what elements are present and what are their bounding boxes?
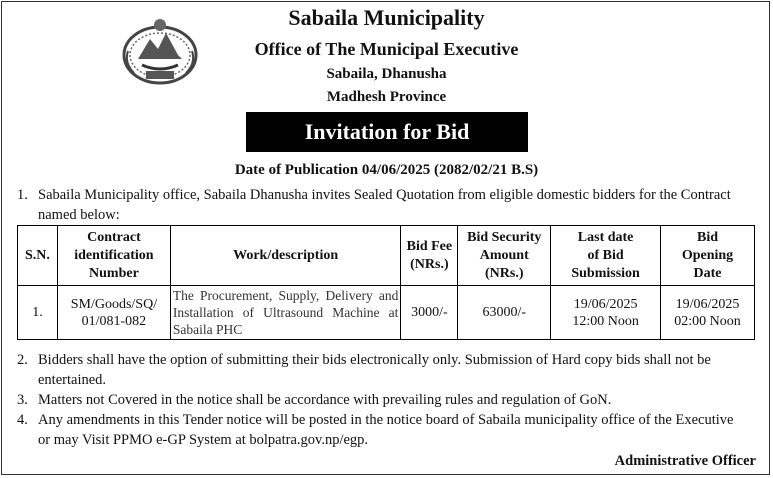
col-header-contract-id: Contract identification Number [57, 226, 170, 286]
table-header-row [18, 226, 755, 286]
item-line: Any amendments in this Tender notice will be posted in the notice board of Sabaila municipality office of the Executive [38, 412, 734, 428]
cell-contract-id: SM/Goods/SQ/ 01/081-082 [57, 286, 170, 340]
col-header-bid-security: Bid Security Amount (NRs.) [458, 226, 551, 286]
item-text [38, 410, 733, 450]
item-line: Sabaila Municipality office, Sabaila Dhanusha invites Sealed Quotation from eligible domestic bidders for the Contract [38, 187, 731, 203]
notice-title: Invitation for Bid [246, 112, 528, 152]
item-text [38, 350, 711, 390]
item-line: Matters not Covered in the notice shall be accordance with prevailing rules and regulation of GoN. [38, 392, 612, 408]
cell-last-date: 19/06/2025 12:00 Noon [551, 286, 661, 340]
item-line: named below: [38, 207, 120, 223]
item-text [38, 390, 611, 410]
col-header-sn: S.N. [18, 226, 58, 286]
province-name: Madhesh Province [326, 89, 447, 105]
col-header-work: Work/description [170, 226, 401, 286]
municipality-name: Sabaila Municipality [288, 5, 485, 30]
cell-sn: 1. [18, 286, 58, 340]
item-line: Bidders shall have the option of submitting their bids electronically only. Submission of Hard copy bids shall not be [38, 352, 711, 368]
item-number: 2. [17, 352, 28, 368]
cell-bid-security: 63000/- [458, 286, 551, 340]
col-header-opening-date: Bid Opening Date [661, 226, 755, 286]
item-number: 4. [17, 412, 28, 428]
letterhead [0, 4, 773, 107]
cell-opening-date: 19/06/2025 02:00 Noon [661, 286, 755, 340]
item-text [38, 185, 731, 225]
office-name: Office of The Municipal Executive [254, 39, 519, 59]
cell-work: The Procurement, Supply, Delivery and Installation of Ultrasound Machine at Sabaila PHC [170, 286, 401, 340]
office-location: Sabaila, Dhanusha [326, 66, 447, 82]
item-line: or may Visit PPMO e-GP System at bolpatra.gov.np/egp. [38, 432, 369, 448]
cell-bid-fee: 3000/- [401, 286, 458, 340]
col-header-bid-fee: Bid Fee (NRs.) [401, 226, 458, 286]
bid-table [17, 225, 755, 340]
publication-date: Date of Publication 04/06/2025 (2082/02/21 B.S) [234, 162, 539, 178]
item-number: 1. [17, 187, 28, 203]
item-line: entertained. [38, 372, 107, 388]
table-row [18, 286, 755, 340]
item-number: 3. [17, 392, 28, 408]
col-header-last-date: Last date of Bid Submission [551, 226, 661, 286]
signatory-title: Administrative Officer [614, 453, 756, 469]
